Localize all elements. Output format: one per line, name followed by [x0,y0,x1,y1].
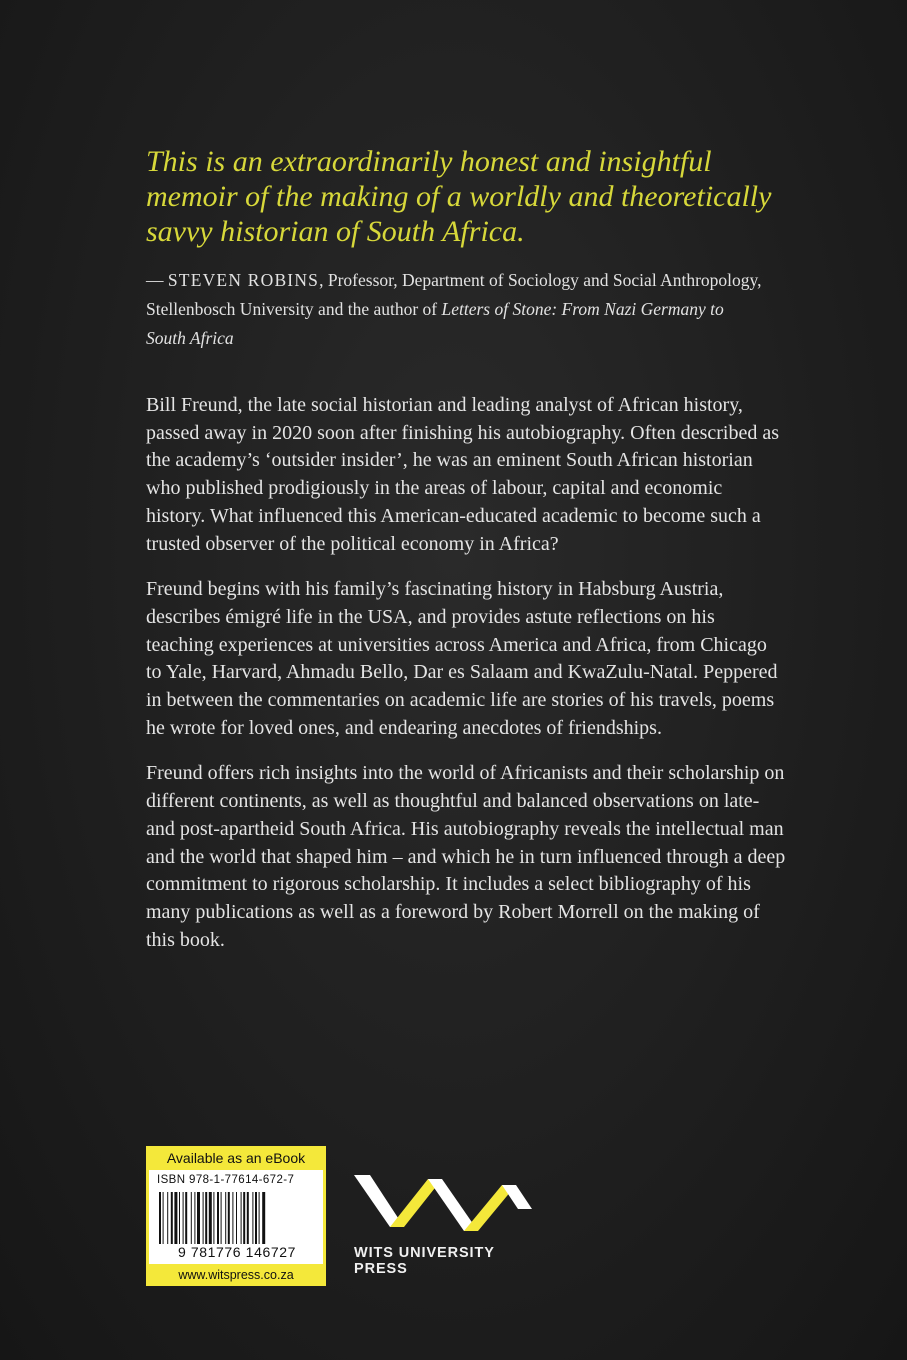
publisher-name: WITS UNIVERSITY PRESS [354,1245,495,1277]
attribution-dash: — [146,270,168,290]
endorsement-quote: This is an extraordinarily honest and insightful memoir of the making of a worldly and theoretically savvy historian of South Africa. [146,145,772,248]
book-description [146,392,786,972]
publisher-logo [350,1165,550,1275]
barcode-digits: 9 781776 146727 [178,1244,296,1260]
description-paragraph-2: Freund begins with his family’s fascinating history in Habsburg Austria, describes émigré life in the USA, and provides astute reflections on his teaching experiences at universities across America and Africa, from Chicago to Yale, Harvard, Ahmadu Bello, Dar es Salaam and KwaZulu-Natal. Peppered in between the commentaries on academic life are stories of his travels, poems he wrote for loved ones, and endearing anecdotes of friendships. [146,578,778,739]
endorser-details: , Professor, Department of Sociology and Social Anthropology, Stellenbosch University and the author of [146,270,762,319]
barcode-area [149,1170,323,1264]
isbn-label: ISBN 978-1-77614-672-7 [157,1174,295,1186]
description-paragraph-1: Bill Freund, the late social historian and leading analyst of African history, passed away in 2020 soon after finishing his autobiography. Often described as the academy’s ‘outsider insider’, he was an eminent South African historian who published prodigiously in the areas of labour, capital and economic history. What influenced this American-educated academic to become such a trusted observer of the political economy in Africa? [146,394,779,555]
barcode-icon [157,1192,317,1246]
barcode-panel [146,1146,326,1286]
endorser-name: STEVEN ROBINS [167,270,320,290]
ebook-availability-label: Available as an eBook [166,1150,306,1166]
description-paragraph-3: Freund offers rich insights into the world of Africanists and their scholarship on different continents, as well as thoughtful and balanced observations on late- and post-apartheid South Africa. His autobiography reveals the intellectual man and the world that shaped him – and which he in turn influenced through a deep commitment to rigorous scholarship. It includes a select bibliography of his many publications as well as a foreword by Robert Morrell on the making of this book. [146,762,786,951]
endorsement-attribution [146,266,766,353]
wits-chevron-logo-icon [350,1165,550,1243]
publisher-url: www.witspress.co.za [178,1268,294,1282]
endorser-book-title: Letters of Stone: From Nazi Germany to South Africa [146,299,724,348]
